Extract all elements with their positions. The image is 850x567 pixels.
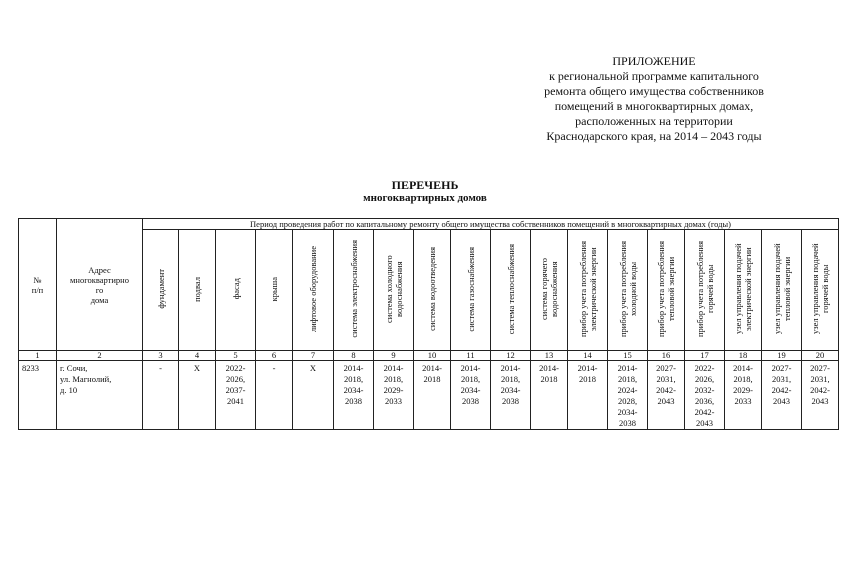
- work-period-cell: 2014- 2018, 2034- 2038: [334, 361, 374, 430]
- work-type-header: [256, 230, 293, 351]
- work-type-label: система теплоснабжения: [505, 243, 516, 335]
- table-row: [19, 361, 839, 430]
- row-number: 8233: [19, 361, 57, 430]
- column-number: 19: [762, 351, 802, 361]
- work-period-cell: 2014- 2018: [531, 361, 568, 430]
- work-period-cell: 2014- 2018, 2029- 2033: [725, 361, 762, 430]
- column-number: 14: [568, 351, 608, 361]
- appendix-line: расположенных на территории: [575, 114, 733, 128]
- list-subtitle: многоквартирных домов: [363, 192, 487, 204]
- column-number: 6: [256, 351, 293, 361]
- work-type-label: система водоотведения: [427, 247, 437, 331]
- work-type-header: [685, 230, 725, 351]
- work-type-header: [762, 230, 802, 351]
- column-number: 4: [179, 351, 216, 361]
- work-period-cell: 2027- 2031, 2042- 2043: [802, 361, 839, 430]
- work-type-header: [568, 230, 608, 351]
- column-number: 12: [491, 351, 531, 361]
- column-number: 15: [608, 351, 648, 361]
- list-title: ПЕРЕЧЕНЬ: [391, 178, 459, 192]
- work-type-label: крыша: [269, 276, 279, 302]
- houses-table: [18, 218, 839, 430]
- column-number: 13: [531, 351, 568, 361]
- col-number-header: № п/п: [19, 219, 57, 351]
- work-period-cell: 2014- 2018: [414, 361, 451, 430]
- work-type-label: фундамент: [155, 269, 166, 309]
- work-type-header: [491, 230, 531, 351]
- column-number: 10: [414, 351, 451, 361]
- work-period-cell: -: [256, 361, 293, 430]
- appendix-line: к региональной программе капитального: [549, 69, 759, 83]
- work-period-cell: 2014- 2018, 2034- 2038: [451, 361, 491, 430]
- period-header: Период проведения работ по капитальному ремонту общего имущества собственников помещений в многоквартирных домах (годы): [143, 219, 839, 230]
- work-type-header: [179, 230, 216, 351]
- work-type-label: система холодного водоснабжения: [383, 255, 404, 323]
- work-type-label: лифтовое оборудование: [308, 245, 318, 333]
- work-type-label: прибор учета потребления электрической энергии: [577, 241, 598, 337]
- work-period-cell: 2022- 2026, 2037- 2041: [216, 361, 256, 430]
- work-period-cell: 2014- 2018, 2029- 2033: [374, 361, 414, 430]
- column-number: 20: [802, 351, 839, 361]
- work-type-label: система электроснабжения: [348, 240, 359, 338]
- appendix-line: ПРИЛОЖЕНИЕ: [612, 54, 696, 68]
- appendix-line: ремонта общего имущества собственников: [544, 84, 764, 98]
- work-type-label: узел управления подачей горячей воды: [810, 243, 830, 335]
- work-type-header: [608, 230, 648, 351]
- column-number: 16: [648, 351, 685, 361]
- work-type-header: [725, 230, 762, 351]
- column-number: 17: [685, 351, 725, 361]
- work-type-label: подвал: [192, 276, 202, 302]
- work-type-header: [334, 230, 374, 351]
- work-type-label: система газоснабжения: [465, 246, 476, 332]
- column-number: 3: [143, 351, 179, 361]
- work-type-label: узел управления подачей тепловой энергии: [771, 243, 792, 335]
- column-number: 9: [374, 351, 414, 361]
- column-number: 7: [293, 351, 334, 361]
- work-period-cell: 2027- 2031, 2042- 2043: [648, 361, 685, 430]
- work-period-cell: 2022- 2026, 2032- 2036, 2042- 2043: [685, 361, 725, 430]
- work-type-label: прибор учета потребления горячей воды: [694, 241, 715, 337]
- column-number: 5: [216, 351, 256, 361]
- col-address-header: Адрес многоквартирно го дома: [57, 219, 143, 351]
- work-type-label: фасад: [230, 278, 241, 300]
- work-type-label: прибор учета потребления тепловой энергии: [656, 241, 676, 337]
- column-number: 11: [451, 351, 491, 361]
- work-type-label: система горячего водоснабжения: [539, 257, 559, 321]
- work-type-header: [216, 230, 256, 351]
- work-type-label: узел управления подачей электрической энергии: [733, 243, 753, 335]
- work-period-cell: Х: [179, 361, 216, 430]
- work-type-header: [374, 230, 414, 351]
- work-period-cell: 2014- 2018: [568, 361, 608, 430]
- appendix-line: помещений в многоквартирных домах,: [554, 99, 754, 113]
- column-number: 18: [725, 351, 762, 361]
- appendix-line: Краснодарского края, на 2014 – 2043 годы: [546, 129, 762, 143]
- work-type-header: [293, 230, 334, 351]
- work-type-header: [143, 230, 179, 351]
- work-type-header: [451, 230, 491, 351]
- column-number-row: [19, 351, 839, 361]
- work-type-header: [414, 230, 451, 351]
- column-number: 8: [334, 351, 374, 361]
- column-number: 1: [19, 351, 57, 361]
- work-period-cell: Х: [293, 361, 334, 430]
- appendix-block: [524, 54, 784, 144]
- work-type-header: [648, 230, 685, 351]
- work-type-label: прибор учета потребления холодной воды: [617, 241, 638, 337]
- work-type-header: [531, 230, 568, 351]
- work-period-cell: 2014- 2018, 2034- 2038: [491, 361, 531, 430]
- work-period-cell: 2014- 2018, 2024- 2028, 2034- 2038: [608, 361, 648, 430]
- work-type-header: [802, 230, 839, 351]
- work-period-cell: 2027- 2031, 2042- 2043: [762, 361, 802, 430]
- house-address: г. Сочи, ул. Магнолий, д. 10: [57, 361, 143, 430]
- column-number: 2: [57, 351, 143, 361]
- work-period-cell: -: [143, 361, 179, 430]
